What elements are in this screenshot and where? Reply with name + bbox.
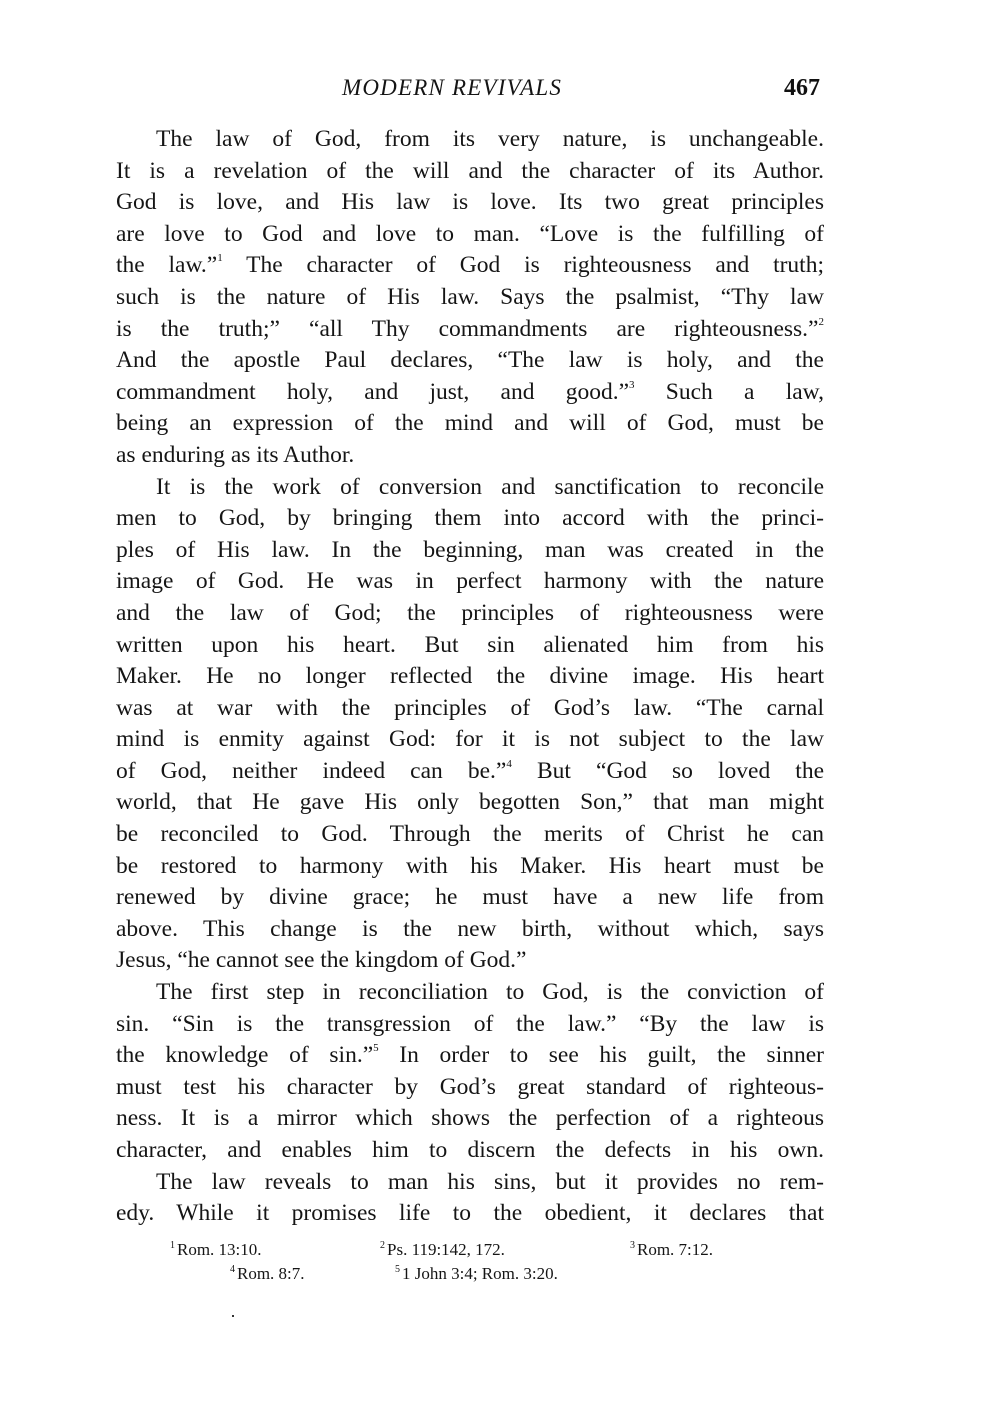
text-line: was at war with the principles of God’s law. “The carnal (116, 694, 824, 721)
footnote-2: $^2$ Ps. 119:142, 172. (380, 1240, 505, 1259)
footnote-1: $^1$ Rom. 13:10. (170, 1240, 262, 1259)
text-line: written upon his heart. But sin alienated him from his (116, 631, 824, 658)
text-line: are love to God and love to man. “Love is the fulfilling of (116, 220, 824, 247)
footnotes (170, 1238, 810, 1286)
text-line: is the truth;” “all Thy commandments are righteousness.”$^2$ (116, 315, 824, 342)
footnote-marker: 3 (629, 378, 635, 391)
text-line: as enduring as its Author. (116, 441, 355, 468)
footnote-5: $^5$ 1 John 3:4; Rom. 3:20. (395, 1264, 558, 1283)
text-line: God is love, and His law is love. Its two great principles (116, 189, 824, 216)
text-line: renewed by divine grace; he must have a new life from (116, 884, 824, 911)
text-line: Maker. He no longer reflected the divine image. His heart (116, 663, 824, 690)
text-line: It is a revelation of the will and the character of its Author. (116, 157, 824, 184)
footnote-row (170, 1262, 810, 1286)
text-line: the law.”$^1$ The character of God is righteousness and truth; (116, 252, 824, 279)
text-line: The first step in reconciliation to God, is the conviction of (156, 979, 824, 1006)
text-line: world, that He gave His only begotten Son,” that man might (116, 789, 824, 816)
text-line: Jesus, “he cannot see the kingdom of God.” (116, 947, 527, 974)
text-line: The law reveals to man his sins, but it provides no rem- (156, 1168, 824, 1195)
running-title: MODERN REVIVALS (342, 75, 563, 100)
text-line: such is the nature of His law. Says the psalmist, “Thy law (116, 283, 824, 310)
footnote-3: $^3$ Rom. 7:12. (630, 1240, 714, 1259)
footnote-marker: 2 (818, 315, 824, 328)
text-line: ples of His law. In the beginning, man was created in the (116, 536, 824, 563)
footnote-marker: 5 (373, 1042, 379, 1055)
text-line: must test his character by God’s great standard of righteous- (116, 1073, 824, 1100)
text-line: And the apostle Paul declares, “The law is holy, and the (116, 347, 824, 374)
text-line: above. This change is the new birth, without which, says (116, 915, 824, 942)
text-line: edy. While it promises life to the obedient, it declares that (116, 1200, 824, 1227)
text-line: It is the work of conversion and sanctification to reconcile (156, 473, 824, 500)
text-line: be reconciled to God. Through the merits of Christ he can (116, 821, 824, 848)
text-line: men to God, by bringing them into accord with the princi- (116, 505, 824, 532)
text-line: of God, neither indeed can be.”$^4$ But “God so loved the (116, 757, 825, 784)
text-line: and the law of God; the principles of righteousness were (116, 599, 824, 626)
body-text (116, 124, 824, 1230)
footnote-4: $^4$ Rom. 8:7. (230, 1264, 305, 1283)
text-line: mind is enmity against God: for it is not subject to the law (116, 726, 824, 753)
footnote-marker: 4 (506, 757, 512, 770)
text-line: sin. “Sin is the transgression of the law.” “By the law is (116, 1010, 824, 1037)
text-line: being an expression of the mind and will of God, must be (116, 410, 824, 437)
page-number: 467 (784, 75, 820, 101)
text-line: be restored to harmony with his Maker. His heart must be (116, 852, 824, 879)
running-head (114, 72, 826, 104)
scan-speck (232, 1315, 234, 1317)
text-line: the knowledge of sin.”$^5$ In order to see his guilt, the sinner (116, 1042, 824, 1069)
text-line: image of God. He was in perfect harmony with the nature (116, 568, 824, 595)
text-line: commandment holy, and just, and good.”$^3$ Such a law, (116, 378, 824, 405)
text-line: The law of God, from its very nature, is unchangeable. (156, 126, 824, 152)
text-line: ness. It is a mirror which shows the perfection of a righteous (116, 1105, 824, 1132)
footnote-marker: 1 (217, 252, 223, 265)
footnote-row (170, 1238, 810, 1262)
text-line: character, and enables him to discern the defects in his own. (116, 1137, 824, 1163)
